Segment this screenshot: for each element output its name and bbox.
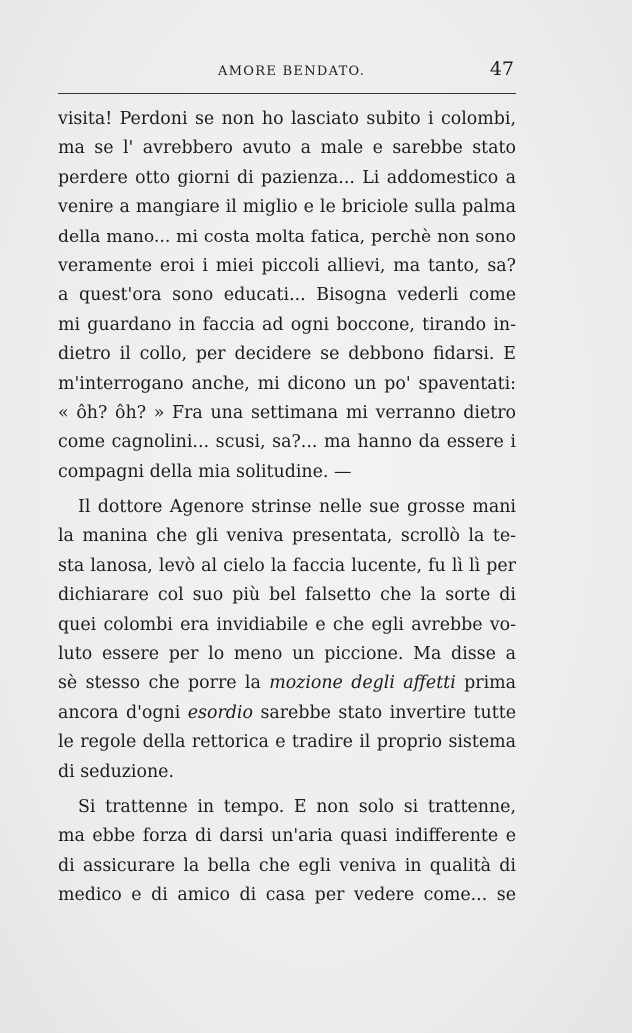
text-segment: ancora d'ogni — [58, 702, 188, 723]
text-line: la manina che gli veniva presentata, scrollò la te- — [58, 526, 516, 547]
text-line: di seduzione. — [58, 761, 174, 782]
text-line: come cagnolini... scusi, sa?... ma hanno da essere i — [58, 432, 516, 453]
header-rule — [58, 93, 516, 94]
text-line: « ôh? ôh? » Fra una settimana mi verranno dietro — [58, 402, 516, 423]
running-title: AMORE BENDATO. — [218, 64, 366, 79]
text-line: medico e di amico di casa per vedere come... se — [58, 885, 516, 906]
text-line: compagni della mia solitudine. — — [58, 461, 352, 482]
page-number: 47 — [489, 58, 514, 80]
text-line: della mano... mi costa molta fatica, perchè non sono — [58, 226, 516, 247]
text-line: quei colombi era invidiabile e che egli avrebbe vo- — [58, 614, 516, 635]
text-line: le regole della rettorica e tradire il proprio sistema — [58, 732, 516, 753]
text-line: sta lanosa, levò al cielo la faccia lucente, fu lì lì per — [58, 555, 516, 576]
text-line: Il dottore Agenore strinse nelle sue grosse mani — [78, 497, 516, 518]
text-line: Si trattenne in tempo. E non solo si trattenne, — [78, 796, 516, 817]
text-line: m'interrogano anche, mi dicono un po' spaventati: — [58, 373, 516, 394]
italic-phrase: mozione degli affetti — [269, 673, 456, 694]
text-line: venire a mangiare il miglio e le briciole sulla palma — [58, 197, 516, 218]
text-line: dietro il collo, per decidere se debbono fidarsi. E — [58, 344, 516, 365]
text-line-with-italic — [58, 699, 516, 728]
text-segment: sarebbe stato invertire tutte — [252, 702, 516, 723]
text-line: luto essere per lo meno un piccione. Ma disse a — [58, 644, 516, 665]
page-header — [58, 58, 516, 88]
text-segment: sè stesso che porre la — [58, 673, 270, 694]
text-line: mi guardano in faccia ad ogni boccone, tirando in- — [58, 314, 516, 335]
text-line: dichiarare col suo più bel falsetto che la sorte di — [58, 585, 516, 606]
text-line: visita! Perdoni se non ho lasciato subito i colombi, — [58, 109, 516, 129]
body-text — [58, 105, 516, 911]
text-line: veramente eroi i miei piccoli allievi, ma tanto, sa? — [58, 255, 516, 276]
text-line-with-italic — [58, 669, 516, 698]
text-line: ma se l' avrebbero avuto a male e sarebbe stato — [58, 138, 516, 159]
text-line: a quest'ora sono educati... Bisogna vederli come — [58, 285, 516, 306]
italic-phrase: esordio — [187, 702, 253, 723]
text-line: di assicurare la bella che egli veniva in qualità di — [58, 855, 516, 876]
text-line: ma ebbe forza di darsi un'aria quasi indifferente e — [58, 826, 516, 847]
text-line: perdere otto giorni di pazienza... Li addomestico a — [58, 167, 516, 188]
text-segment: prima — [455, 673, 516, 694]
